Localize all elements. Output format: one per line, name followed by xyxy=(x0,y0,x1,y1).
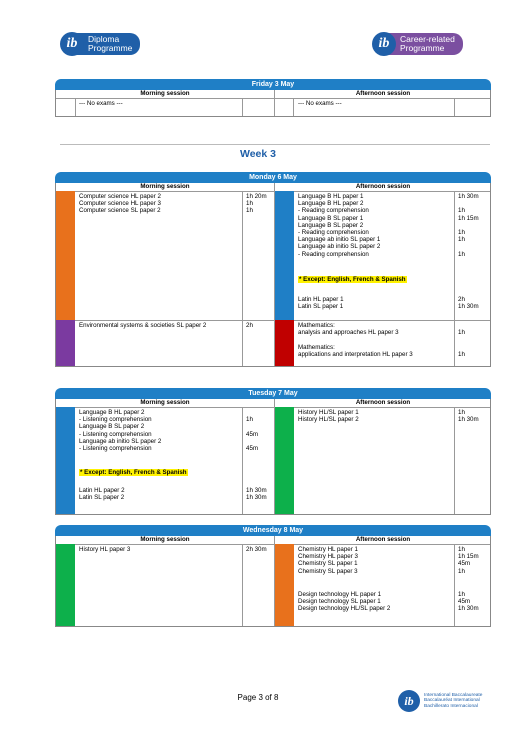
ib-logo-icon: ib xyxy=(372,32,396,56)
orange-color-bar xyxy=(275,544,294,626)
no-exams-afternoon: --- No exams --- xyxy=(298,100,342,107)
exam-list: Design technology HL paper 1 Design technology SL paper 1 Design technology HL/SL paper 2 xyxy=(298,591,391,613)
exam-list: Mathematics: analysis and approaches HL paper 3 Mathematics: applications and interpretation HL paper 3 xyxy=(298,322,413,358)
duration-list: 1h 1h 15m 45m 1h xyxy=(458,546,479,575)
logo-text: Career-related Programme xyxy=(386,33,463,55)
exam-list: Chemistry HL paper 1 Chemistry HL paper 3 Chemistry SL paper 1 Chemistry SL paper 3 xyxy=(298,546,358,575)
afternoon-label: Afternoon session xyxy=(355,536,411,543)
duration-list: 1h 30m 1h 30m xyxy=(246,487,267,502)
exam-list: Latin HL paper 1 Latin SL paper 1 xyxy=(298,296,344,311)
exception-note: * Except: English, French & Spanish xyxy=(299,276,406,283)
duration-list: 1h 20m 1h 1h xyxy=(246,193,267,215)
diploma-programme-logo xyxy=(60,32,140,56)
orange-color-bar xyxy=(56,191,75,320)
day-header: Monday 6 May xyxy=(55,172,491,183)
exam-list: Environmental systems & societies SL paper 2 xyxy=(79,322,207,329)
tuesday-table xyxy=(55,388,491,515)
exception-note: * Except: English, French & Spanish xyxy=(80,469,187,476)
exam-list: History HL/SL paper 1 History HL/SL paper 2 xyxy=(298,409,359,424)
green-color-bar xyxy=(275,407,294,514)
duration-list: 2h 1h 30m xyxy=(458,296,479,311)
duration-list: 1h 1h xyxy=(458,329,465,358)
logo-text: International Baccalaureate Baccalauréat International Bachillerato Internacional xyxy=(424,692,483,709)
career-related-programme-logo xyxy=(372,32,463,56)
morning-label: Morning session xyxy=(140,399,190,406)
wednesday-table xyxy=(55,525,491,627)
morning-label: Morning session xyxy=(140,183,190,190)
no-exams-morning: --- No exams --- xyxy=(79,100,123,107)
day-header: Wednesday 8 May xyxy=(55,525,491,536)
exam-list: Latin HL paper 2 Latin SL paper 2 xyxy=(79,487,125,502)
exam-list: Computer science HL paper 2 Computer science HL paper 3 Computer science SL paper 2 xyxy=(79,193,161,215)
ib-logo-icon: ib xyxy=(60,32,84,56)
afternoon-label: Afternoon session xyxy=(355,183,411,190)
divider xyxy=(60,144,490,145)
day-header: Tuesday 7 May xyxy=(55,388,491,399)
logo-text: Diploma Programme xyxy=(74,33,140,55)
green-color-bar xyxy=(56,544,75,626)
day-header: Friday 3 May xyxy=(55,79,491,90)
duration-list: 2h xyxy=(246,322,253,329)
duration-list: 1h 45m 45m xyxy=(246,416,259,453)
afternoon-label: Afternoon session xyxy=(355,399,411,406)
monday-table xyxy=(55,172,491,367)
blue-color-bar xyxy=(275,191,294,320)
exam-list: Language B HL paper 1 Language B HL paper 2 - Reading comprehension Language B SL paper 1 Language B SL paper 2 - Reading comprehension Language ab initio SL paper 1 Language ab initio SL paper 2 - Reading comprehension xyxy=(298,193,381,258)
afternoon-label: Afternoon session xyxy=(355,90,411,97)
duration-list: 1h 30m 1h 1h 15m 1h 1h 1h xyxy=(458,193,479,258)
friday-table xyxy=(55,79,491,117)
duration-list: 1h 45m 1h 30m xyxy=(458,591,479,613)
duration-list: 1h 1h 30m xyxy=(458,409,479,424)
page-number: Page 3 of 8 xyxy=(237,693,279,702)
week-title: Week 3 xyxy=(240,148,276,160)
ib-logo-icon: ib xyxy=(398,690,420,712)
purple-color-bar xyxy=(56,320,75,366)
ib-organization-logo xyxy=(398,690,482,712)
red-color-bar xyxy=(275,320,294,366)
morning-label: Morning session xyxy=(140,90,190,97)
exam-list: Language B HL paper 2 - Listening comprehension Language B SL paper 2 - Listening comprehension Language ab initio SL paper 2 - Listening comprehension xyxy=(79,409,162,453)
duration-list: 2h 30m xyxy=(246,546,267,553)
blue-color-bar xyxy=(56,407,75,514)
exam-list: History HL paper 3 xyxy=(79,546,131,553)
morning-label: Morning session xyxy=(140,536,190,543)
